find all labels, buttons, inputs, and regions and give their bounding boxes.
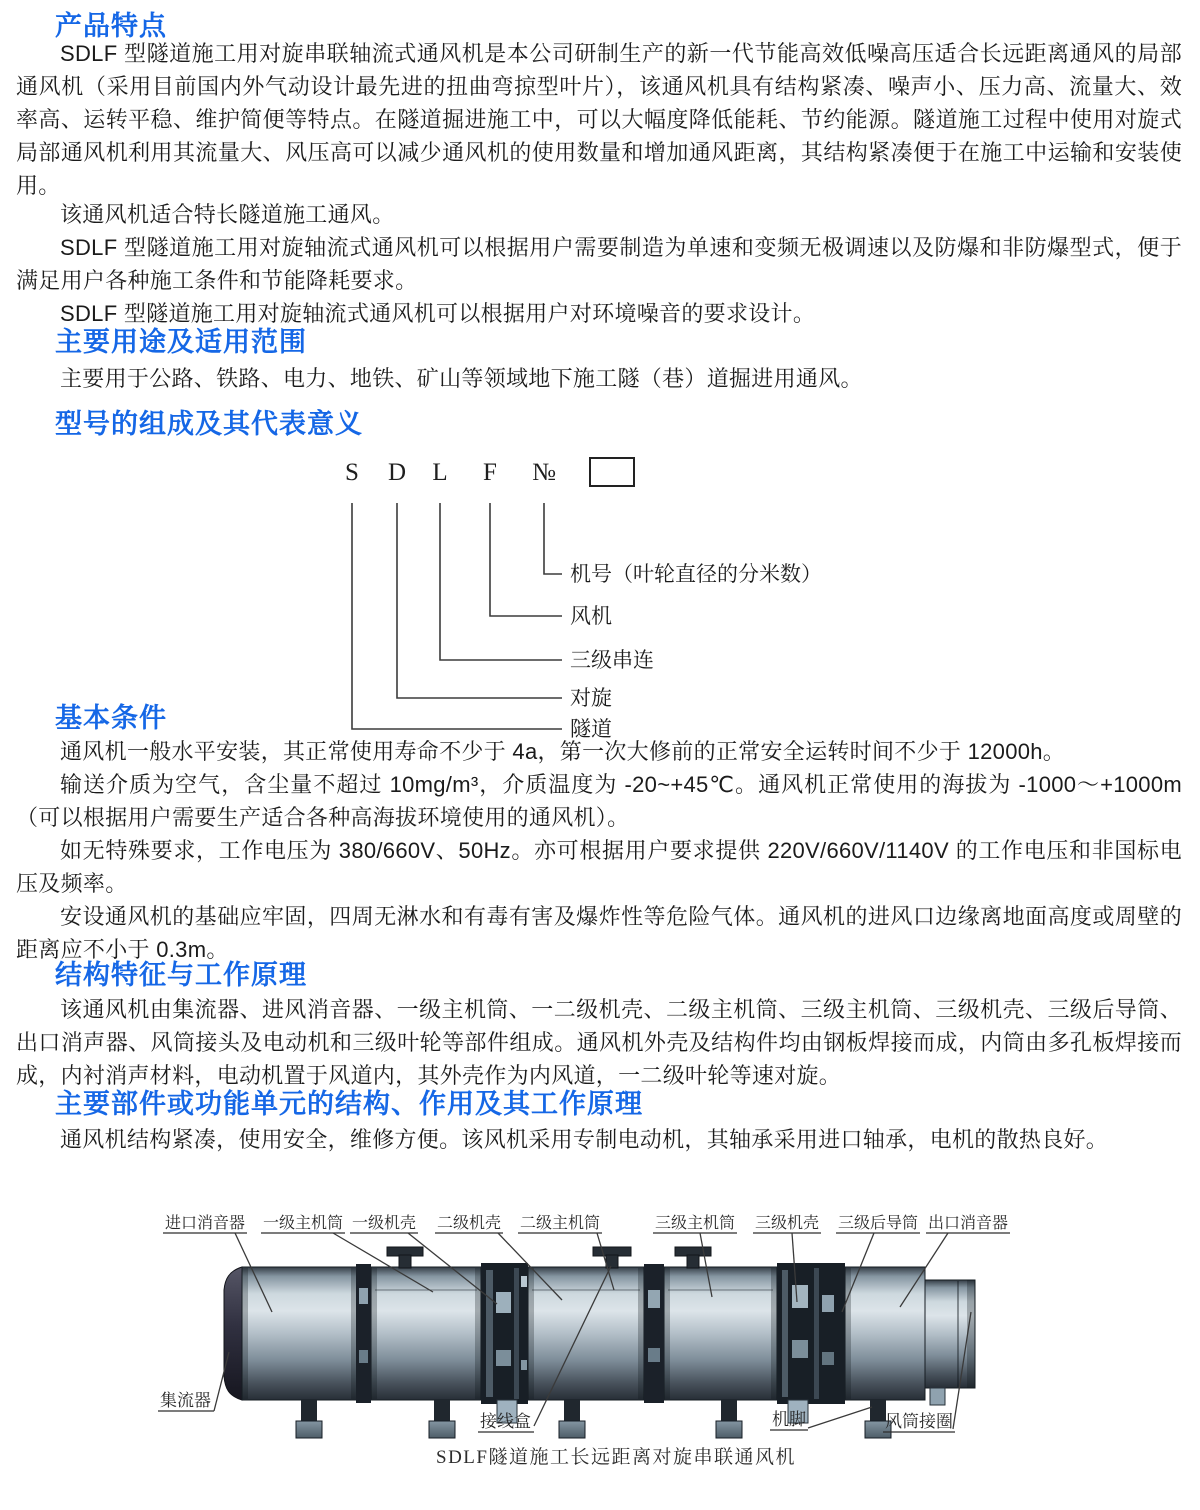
label-stage2-casing: 二级机壳	[437, 1215, 502, 1232]
label-terminal-box: 接线盒	[480, 1412, 531, 1431]
label-stage2-main-barrel: 二级主机筒	[520, 1215, 601, 1232]
model-number-box	[590, 458, 634, 486]
fan-machine-drawing	[224, 1247, 975, 1438]
casing-joint-3	[644, 1264, 664, 1403]
model-letter-no: №	[532, 459, 556, 486]
model-leader-lines	[352, 503, 562, 729]
stage1-main-section	[371, 1267, 481, 1400]
figure-top-labels	[163, 1214, 1010, 1233]
features-paragraph-1: SDLF 型隧道施工用对旋串联轴流式通风机是本公司研制生产的新一代节能高效低噪高压适合长远距离通风的局部通风机（采用目前国内外气动设计最先进的扭曲弯掠型叶片），该通风机具有结构紧凑、噪声小、压力高、流量大、效率高、运转平稳、维护简便等特点。在隧道掘进施工中，可以大幅度降低能耗、节约能源。隧道施工过程中使用对旋式局部通风机利用其流量大、风压高可以减少通风机的使用数量和增加通风距离，其结构紧凑便于在施工中运输和安装使用。	[16, 41, 1182, 198]
junction-box-1	[387, 1247, 423, 1268]
model-label-three-stage: 三级串连	[570, 649, 654, 672]
section-title-structure: 结构特征与工作原理	[55, 960, 307, 990]
label-outlet-silencer: 出口消音器	[928, 1215, 1009, 1232]
model-label-tunnel: 隧道	[570, 718, 612, 741]
collector-inlet-bell	[224, 1267, 242, 1400]
model-meaning-labels	[570, 563, 822, 741]
label-stage3-main-barrel: 三级主机筒	[655, 1215, 736, 1232]
section-title-features: 产品特点	[55, 11, 167, 41]
model-label-fan: 风机	[570, 605, 612, 628]
section-title-basics: 基本条件	[55, 703, 167, 733]
usage-paragraph-1: 主要用于公路、铁路、电力、地铁、矿山等领域地下施工隧（巷）道掘进用通风。	[60, 366, 863, 391]
label-machine-foot: 机脚	[772, 1410, 806, 1429]
stage3-main-section	[664, 1267, 777, 1400]
junction-box-2	[593, 1247, 631, 1268]
casing-joint-1	[356, 1264, 371, 1403]
components-paragraph-1: 通风机结构紧凑，使用安全，维修方便。该风机采用专制电动机，其轴承采用进口轴承，电机的散热良好。	[60, 1127, 1109, 1152]
section-title-usage: 主要用途及适用范围	[55, 327, 307, 357]
structure-paragraph-1: 该通风机由集流器、进风消音器、一级主机筒、一二级机壳、二级主机筒、三级主机筒、三级机壳、三级后导筒、出口消声器、风筒接头及电动机和三级叶轮等部件组成。通风机外壳及结构件均由钢板焊接而成，内筒由多孔板焊接而成，内衬消声材料，电动机置于风道内，其外壳作为内风道，一二级叶轮等速对旋。	[16, 997, 1182, 1088]
label-stage1-casing: 一级机壳	[352, 1215, 417, 1232]
model-letter-s: S	[345, 459, 359, 486]
stage12-casing-joint	[481, 1263, 528, 1404]
model-label-fan-number: 机号（叶轮直径的分米数）	[570, 563, 822, 586]
basics-paragraph-3: 如无特殊要求，工作电压为 380/660V、50Hz。亦可根据用户要求提供 220V/660V/1140V 的工作电压和非国标电压及频率。	[16, 838, 1182, 896]
basics-paragraph-1: 通风机一般水平安装，其正常使用寿命不少于 4a，第一次大修前的正常安全运转时间不少于 12000h。	[60, 739, 1066, 764]
model-label-contra-rotating: 对旋	[570, 687, 612, 710]
label-duct-ring: 风筒接圈	[885, 1412, 953, 1431]
features-paragraph-4: SDLF 型隧道施工用对旋轴流式通风机可以根据用户对环境噪音的要求设计。	[60, 301, 816, 326]
label-collector: 集流器	[160, 1391, 211, 1410]
model-composition-diagram	[0, 448, 1200, 748]
label-stage3-casing: 三级机壳	[755, 1215, 820, 1232]
features-paragraph-3: SDLF 型隧道施工用对旋轴流式通风机可以根据用户需要制造为单速和变频无极调速以及防爆和非防爆型式，便于满足用户各种施工条件和节能降耗要求。	[16, 235, 1182, 293]
fan-structure-figure	[0, 1200, 1200, 1505]
inlet-silencer-section	[242, 1267, 357, 1400]
label-stage1-main-barrel: 一级主机筒	[263, 1215, 344, 1232]
features-paragraph-2: 该通风机适合特长隧道施工通风。	[60, 202, 395, 227]
model-letter-l: L	[432, 459, 448, 486]
label-inlet-silencer: 进口消音器	[165, 1215, 246, 1232]
model-letter-f: F	[483, 459, 497, 486]
basics-paragraph-2: 输送介质为空气，含尘量不超过 10mg/m³，介质温度为 -20~+45℃。通风机正常使用的海拔为 -1000～+1000m（可以根据用户需要生产适合各种高海拔环境使用的通风机）。	[16, 772, 1182, 830]
stage2-main-section	[528, 1267, 644, 1400]
stage3-casing-joint	[777, 1263, 845, 1404]
label-stage3-rear-guide: 三级后导筒	[838, 1215, 919, 1232]
section-title-components: 主要部件或功能单元的结构、作用及其工作原理	[55, 1089, 643, 1119]
model-letter-d: D	[387, 459, 407, 486]
figure-caption: SDLF隧道施工长远距离对旋串联通风机	[436, 1447, 796, 1468]
basics-paragraph-4: 安设通风机的基础应牢固，四周无淋水和有毒有害及爆炸性等危险气体。通风机的进风口边缘离地面高度或周壁的距离应不小于 0.3m。	[16, 904, 1182, 962]
model-letters	[345, 458, 634, 486]
section-title-model: 型号的组成及其代表意义	[55, 409, 363, 439]
